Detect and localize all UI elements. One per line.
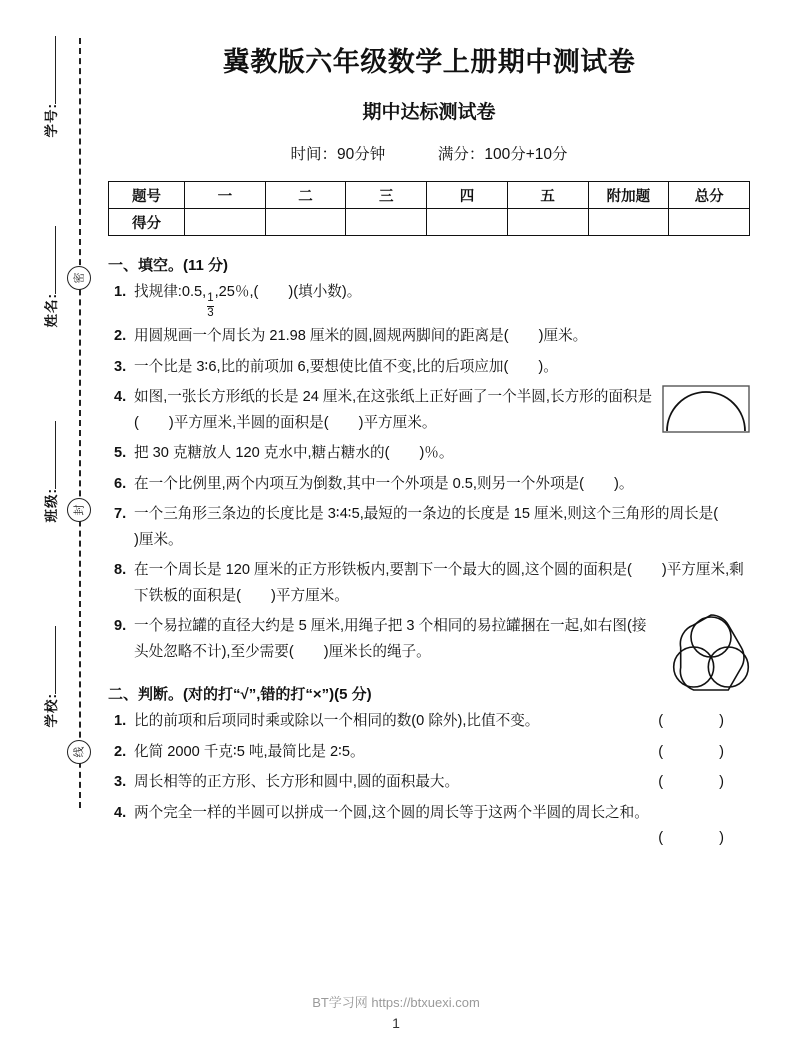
question-number: 3. — [114, 774, 127, 791]
page-title: 冀教版六年级数学上册期中测试卷 — [222, 47, 636, 77]
question-text: 一个比是 3∶6,比的前项加 6,要想使比值不变,比的后项应加( — [134, 358, 509, 375]
exam-total-score: 满分：100分+10分 — [437, 146, 568, 163]
page-footer — [0, 992, 792, 1031]
score-table-score-cell[interactable] — [346, 209, 427, 236]
question-body — [134, 385, 654, 436]
score-table-score-cell[interactable] — [427, 209, 508, 236]
question-text: ,25％,( — [214, 284, 259, 300]
score-table-header-cell: 附加题 — [588, 182, 669, 209]
score-table-score-cell[interactable] — [507, 209, 588, 236]
rectangle-semicircle-figure — [662, 385, 750, 443]
judgement-answer-bracket[interactable]: ( ) — [658, 830, 750, 847]
question-item — [108, 472, 750, 498]
score-table — [108, 181, 750, 236]
question-text: )平方厘米。 — [358, 414, 437, 431]
judgement-item — [108, 740, 750, 766]
question-text: 在一个周长是 120 厘米的正方形铁板内,要割下一个最大的圆,这个圆的面积是( — [134, 562, 632, 579]
seal-strip — [0, 0, 100, 1057]
question-number: 3. — [114, 358, 127, 375]
seal-label-text: 学号: — [44, 102, 59, 138]
score-table-row-label: 题号 — [109, 182, 185, 209]
question-text: 在一个比例里,两个内项互为倒数,其中一个外项是 0.5,则另一个外项是( — [134, 475, 584, 492]
question-item — [108, 385, 750, 436]
three-circles-figure — [668, 612, 754, 704]
question-text: 把 30 克糖放人 120 克水中,糖占糖水的( — [134, 445, 390, 462]
question-text: 一个三角形三条边的长度比是 3∶4∶5,最短的一条边的长度是 15 厘米,则这个三角形的周长是( — [134, 506, 719, 523]
question-item — [108, 558, 750, 609]
fraction-numerator: 1 — [207, 292, 214, 305]
question-text: )。 — [614, 475, 634, 492]
seal-stamp-2 — [67, 740, 91, 764]
question-body — [134, 558, 750, 609]
judgement-text: 周长相等的正方形、长方形和圆中,圆的面积最大。 — [134, 774, 460, 791]
section-heading-0: 一、填空。(11 分) — [108, 257, 229, 274]
question-item — [108, 355, 750, 381]
judgement-text: 两个完全一样的半圆可以拼成一个圆,这个圆的周长等于这两个半圆的周长之和。 — [134, 804, 649, 821]
question-text: 用圆规画一个周长为 21.98 厘米的圆,圆规两脚间的距离是( — [134, 328, 509, 345]
score-table-score-cell[interactable] — [588, 209, 669, 236]
question-text: )。 — [538, 358, 558, 375]
score-table-row — [109, 209, 750, 236]
seal-label-1 — [40, 260, 60, 360]
question-body — [134, 355, 750, 381]
seal-stamp-text: 密 — [73, 272, 85, 284]
question-text: 如图,一张长方形纸的长是 24 厘米,在这张纸上正好画了一个半圆,长方形的面积是( — [134, 389, 653, 431]
question-body — [134, 441, 750, 467]
question-number: 9. — [114, 618, 127, 635]
question-number: 2. — [114, 743, 127, 760]
question-body — [134, 472, 750, 498]
page-number: 1 — [392, 1015, 400, 1031]
score-table-header-cell: 总分 — [669, 182, 750, 209]
question-text: )平方厘米,剩下铁板的面积是( — [134, 562, 744, 604]
seal-dashed-line — [79, 38, 81, 808]
seal-label-text: 班级: — [44, 487, 59, 523]
seal-stamp-text: 线 — [73, 746, 85, 758]
fraction-denominator: 3 — [207, 306, 214, 319]
seal-stamp-text: 封 — [73, 504, 85, 516]
question-number: 2. — [114, 328, 127, 345]
seal-label-text: 姓名: — [44, 292, 59, 328]
question-number: 4. — [114, 389, 127, 406]
score-table-header-cell: 四 — [427, 182, 508, 209]
score-table-score-cell[interactable] — [669, 209, 750, 236]
seal-label-3 — [40, 660, 60, 760]
question-number: 5. — [114, 445, 127, 462]
section-heading-1: 二、判断。(对的打“√”,错的打“×”)(5 分) — [108, 686, 372, 704]
question-text: )厘米。 — [134, 531, 183, 548]
question-body — [134, 614, 654, 665]
question-text: )平方厘米。 — [271, 587, 349, 604]
question-body — [134, 324, 750, 350]
seal-label-0 — [40, 70, 60, 170]
question-text: )厘米长的绳子。 — [323, 643, 431, 660]
question-number: 6. — [114, 475, 127, 492]
question-number: 1. — [114, 284, 127, 300]
seal-stamp-0 — [67, 266, 91, 290]
question-number: 1. — [114, 713, 127, 730]
question-number: 8. — [114, 562, 127, 579]
question-text: )％。 — [419, 445, 454, 462]
question-item — [108, 324, 750, 350]
score-table-row-label: 得分 — [109, 209, 185, 236]
judgement-item — [108, 709, 750, 735]
score-table-header-cell: 一 — [185, 182, 266, 209]
score-table-header-cell: 五 — [507, 182, 588, 209]
fraction — [207, 293, 213, 319]
judgement-item — [108, 770, 750, 796]
judgement-text: 比的前项和后项同时乘或除以一个相同的数(0 除外),比值不变。 — [134, 713, 540, 730]
question-text: )平方厘米,半圆的面积是( — [168, 414, 329, 431]
question-item — [108, 441, 750, 467]
question-item — [108, 280, 750, 319]
seal-label-2 — [40, 455, 60, 555]
question-text: )(填小数)。 — [288, 284, 362, 300]
seal-label-text: 学校: — [44, 692, 59, 728]
judgement-answer-bracket[interactable]: ( ) — [658, 713, 750, 730]
score-table-score-cell[interactable] — [265, 209, 346, 236]
exam-time: 时间：90分钟 — [290, 146, 386, 163]
seal-stamp-1 — [67, 498, 91, 522]
judgement-item — [108, 801, 750, 847]
question-text: 一个易拉罐的直径大约是 5 厘米,用绳子把 3 个相同的易拉罐捆在一起,如右图(接头处忽略不计),至少需要( — [134, 618, 647, 660]
question-text: 找规律:0.5, — [134, 284, 207, 300]
question-text: )厘米。 — [538, 328, 588, 345]
question-body — [134, 280, 750, 319]
question-item — [108, 502, 750, 553]
judgement-answer-bracket[interactable]: ( ) — [658, 774, 750, 791]
question-number: 7. — [114, 506, 127, 523]
question-body — [134, 502, 750, 553]
question-number: 4. — [114, 804, 127, 821]
score-table-header-cell: 三 — [346, 182, 427, 209]
judgement-text: 化简 2000 千克∶5 吨,最简比是 2∶5。 — [134, 743, 365, 760]
watermark: BT学习网 https://btxuexi.com — [312, 995, 480, 1010]
question-item — [108, 614, 750, 665]
exam-meta — [108, 142, 750, 164]
score-table-score-cell[interactable] — [185, 209, 266, 236]
score-table-row — [109, 182, 750, 209]
exam-sheet — [100, 0, 792, 1057]
score-table-header-cell: 二 — [265, 182, 346, 209]
judgement-answer-bracket[interactable]: ( ) — [658, 743, 750, 760]
page-subtitle: 期中达标测试卷 — [362, 102, 496, 123]
